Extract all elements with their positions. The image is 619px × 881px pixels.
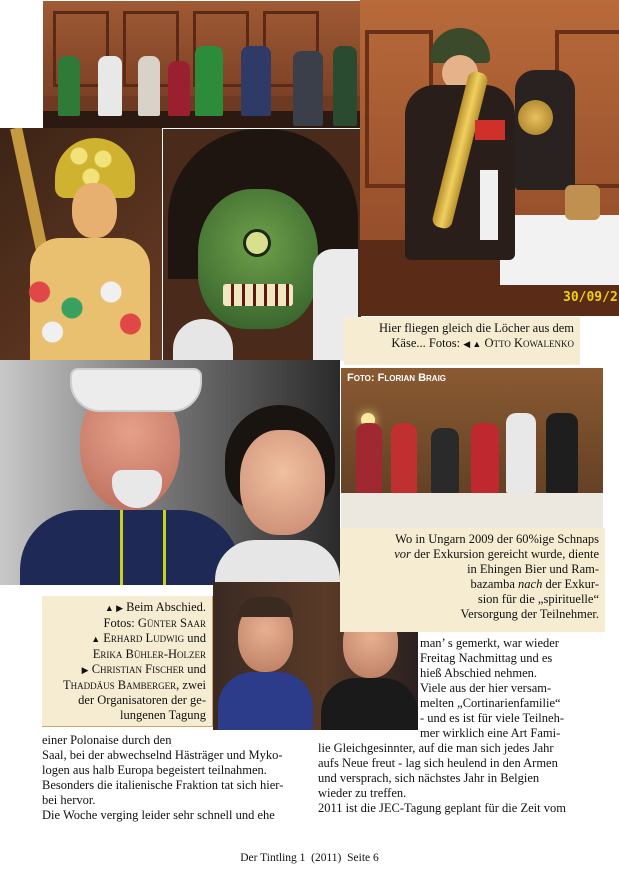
man-left-shirt	[218, 672, 313, 730]
caption-line: der Organisatoren der ge-	[78, 693, 206, 707]
arrow-icon: ▲ ▶	[104, 603, 124, 613]
person-name: Erhard Ludwig	[103, 631, 185, 645]
body-line: Besonders die italienische Fraktion tat sich hier-	[42, 778, 284, 792]
caption-line	[42, 647, 212, 662]
caption-line: Wo in Ungarn 2009 der 60%ige Schnaps	[395, 532, 599, 546]
person-figure	[58, 56, 80, 116]
person-name: Christian Fischer	[91, 662, 185, 676]
photographer-name: Otto Kowalenko	[484, 336, 574, 350]
dancer	[356, 423, 382, 493]
man-right-shirt	[321, 678, 418, 730]
body-line: wieder zu treffen.	[318, 786, 407, 800]
caption-line: Hier fliegen gleich die Löcher aus dem	[378, 321, 574, 335]
photo-date-stamp: 30/09/2	[563, 290, 618, 305]
body-line: Saal, bei der abwechselnd Hästräger und Myko-	[42, 748, 283, 762]
caption-farewell	[42, 596, 213, 727]
red-patch	[475, 120, 505, 140]
body-line: bei hervor.	[42, 793, 96, 807]
tuba	[518, 100, 553, 135]
visor	[70, 368, 202, 412]
body-line: Die Woche verging leider sehr schnell und ehe	[42, 808, 275, 822]
body-right-column-bottom	[318, 741, 580, 816]
photo-yellow-mask	[0, 128, 162, 360]
caption-line: ▲ Erhard Ludwig und	[91, 631, 206, 645]
caption-line: in Ehingen Bier und Ram-	[467, 562, 599, 576]
chair	[565, 185, 600, 220]
body-line: Viele aus der hier versam-	[420, 681, 552, 695]
person-name: Erika Bühler-Holzer	[92, 647, 206, 661]
monster-face	[198, 189, 318, 329]
person-name: Thaddäus Bamberger	[63, 678, 177, 692]
caption-cheese	[344, 317, 580, 365]
body-line: und versprach, sich nächstes Jahr in Belgien	[318, 771, 540, 785]
body-line: logen aus halb Europa begeistert teilnahmen.	[42, 763, 267, 777]
body-line: aufs Neue freut - lag sich heulend in den Armen	[318, 756, 558, 770]
body-line: hieß Abschied nehmen.	[420, 666, 537, 680]
caption-line: Thaddäus Bamberger, zwei	[63, 678, 206, 692]
body-line: Freitag Nachmittag und es	[420, 651, 553, 665]
caption-line: Fotos: Günter Saar	[103, 616, 206, 630]
body-left-column	[42, 733, 304, 823]
monster-eye	[243, 229, 271, 257]
caption-line: bazamba nach der Exkur-	[470, 577, 599, 591]
body-right-column-top	[420, 636, 580, 741]
photo-dance-hall	[340, 367, 604, 529]
woman-top	[215, 540, 340, 585]
arrow-icon: ▶	[81, 665, 89, 675]
caption-line: lungenen Tagung	[119, 708, 206, 722]
table-cloth	[500, 215, 619, 285]
white-scarf	[480, 170, 498, 240]
caption-line: sion für die „spirituelle“	[477, 592, 599, 606]
photo-credit	[347, 372, 446, 384]
caption-line: ▶ Christian Fischer und	[81, 662, 206, 676]
dining-table	[341, 493, 603, 528]
arrow-icon: ◀ ▲	[463, 339, 482, 349]
caption-line: vor der Exkursion gereicht wurde, diente	[394, 547, 599, 561]
monster-teeth	[223, 284, 293, 306]
photo-saxophone-player	[360, 0, 619, 316]
white-collar	[173, 319, 233, 361]
colored-pompoms	[20, 268, 150, 348]
body-line: 2011 ist die JEC-Tagung geplant für die Zeit vom	[318, 801, 566, 815]
page-footer: Der Tintling 1 (2011) Seite 6	[240, 852, 379, 864]
caption-line: Versorgung der Teilnehmer.	[460, 607, 599, 621]
body-line: lie Gleichgesinnter, auf die man sich jedes Jahr	[318, 741, 554, 755]
lanyard	[120, 510, 166, 585]
caption-schnaps	[340, 528, 605, 632]
woman-face	[240, 430, 325, 535]
caption-line: ▲ ▶ Beim Abschied.	[104, 600, 206, 614]
body-line: mer wirklich eine Art Fami-	[420, 726, 561, 740]
photo-green-mask	[162, 128, 362, 362]
body-line: man’ s gemerkt, war wieder	[420, 636, 559, 650]
body-line: einer Polonaise durch den	[42, 733, 172, 747]
caption-line: Käse... Fotos: ◀ ▲ Otto Kowalenko	[391, 336, 574, 350]
mask-face	[72, 183, 117, 238]
body-line: melten „Cortinarienfamilie“	[420, 696, 561, 710]
arrow-icon: ▲	[91, 634, 101, 644]
body-line: - und es ist für viele Teilneh-	[420, 711, 564, 725]
photographer-name: Günter Saar	[137, 616, 206, 630]
photo-visor-man-woman	[0, 360, 340, 585]
photo-credit-text: Foto: Florian Braig	[347, 372, 447, 384]
